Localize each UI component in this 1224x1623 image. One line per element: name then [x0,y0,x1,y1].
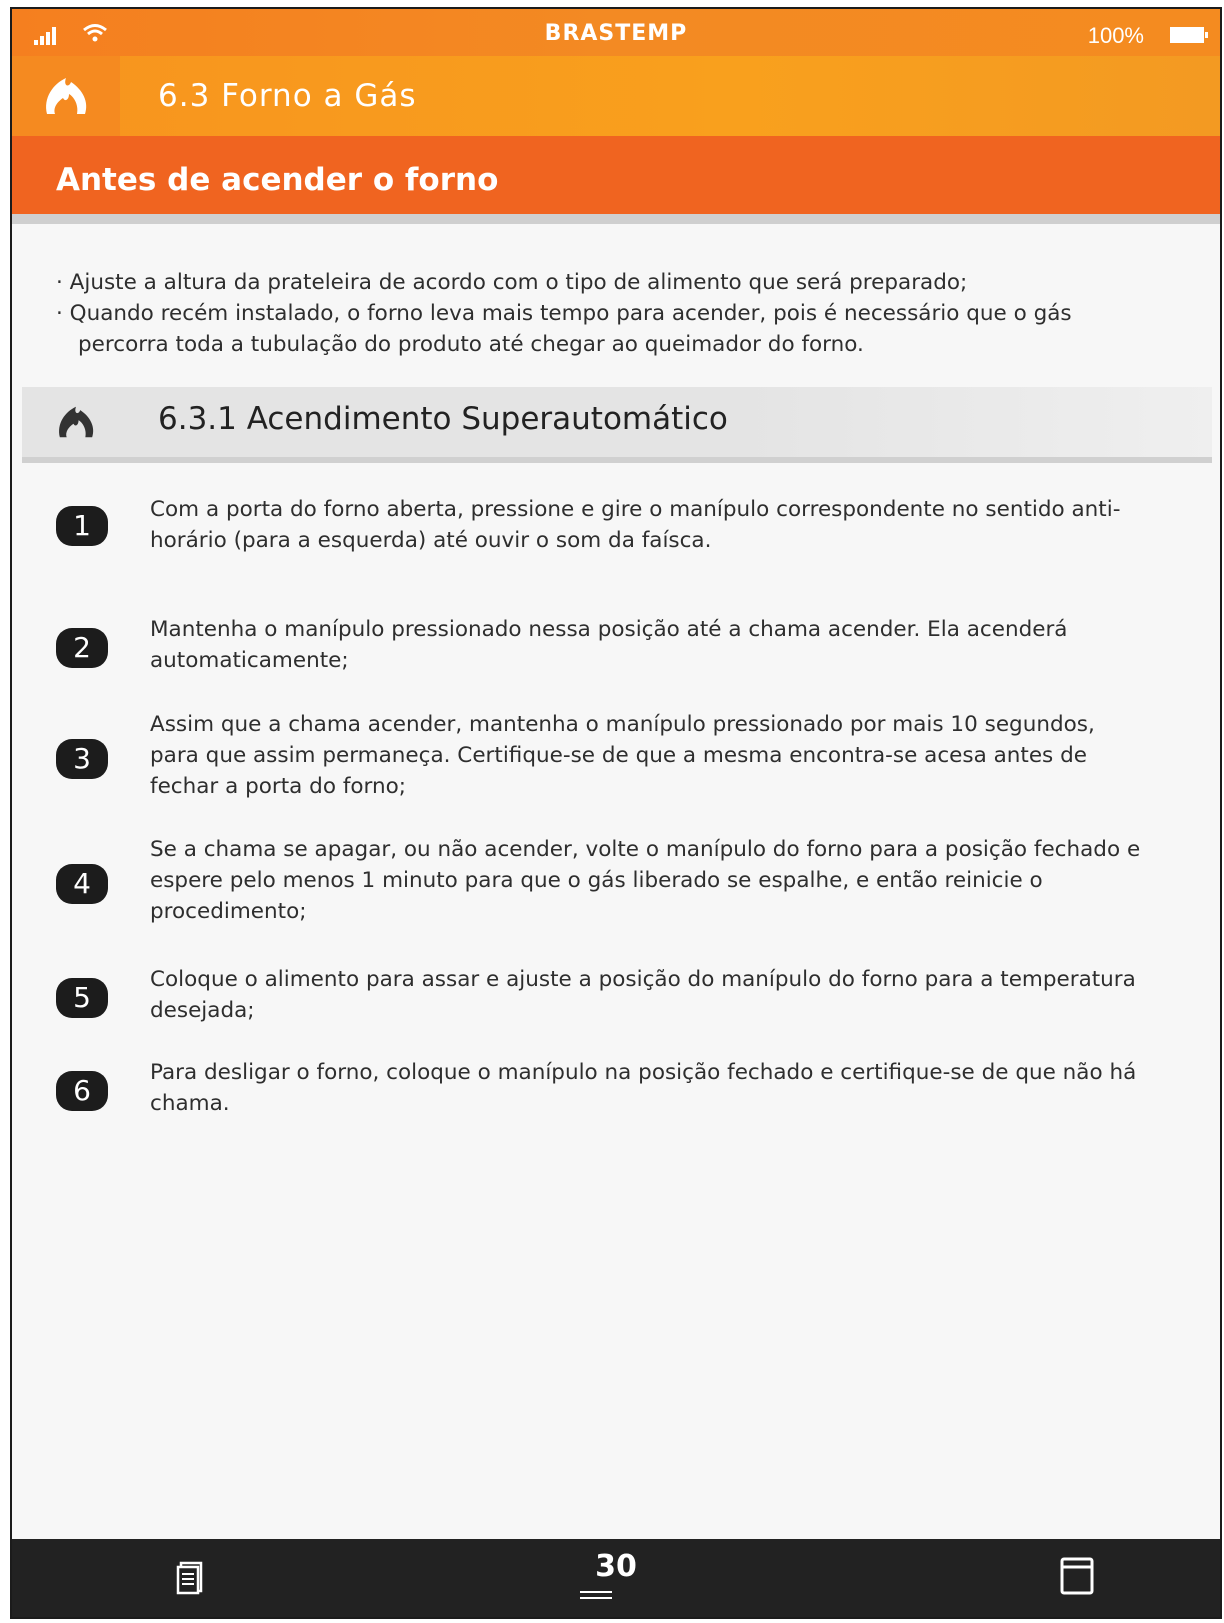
step-text: Assim que a chama acender, mantenha o manípulo pressionado por mais 10 segundos, para que assim permaneça. Certifique-se de que a mesma encontra-se acesa antes de fechar a porta do forno; [150,712,1095,799]
step-text: Se a chama se apagar, ou não acender, volte o manípulo do forno para a posição fechado e espere pelo menos 1 minuto para que o gás liberado se espalhe, e então reinicie o procedimento; [150,837,1141,924]
flame-icon [56,405,96,439]
step-number-badge: 4 [56,864,108,904]
step-number-badge: 6 [56,1071,108,1111]
step-number-badge: 2 [56,628,108,668]
subsection-title: 6.3.1 Acendimento Superautomático [158,401,728,437]
intro-bullet: · Quando recém instalado, o forno leva mais tempo para acender, pois é necessário que o gás percorra toda a tubulação do produto até chegar ao queimador do forno. [56,301,1072,357]
sub-header-title: Antes de acender o forno [56,162,499,198]
step-text: Mantenha o manípulo pressionado nessa posição até a chama acender. Ela acenderá automaticamente; [150,617,1068,673]
step-text: Para desligar o forno, coloque o manípulo na posição fechado e certifique-se de que não há chama. [150,1060,1137,1116]
battery-icon [1170,27,1204,43]
intro-bullet: · Ajuste a altura da prateleira de acordo com o tipo de alimento que será preparado; [56,270,968,295]
step-text: Coloque o alimento para assar e ajuste a posição do manípulo do forno para a temperatura desejada; [150,967,1136,1023]
sub-header [12,136,1220,224]
step-number-badge: 3 [56,739,108,779]
subsection-flame-button[interactable] [22,387,130,457]
flame-icon [43,76,89,116]
intro-text [56,267,1136,360]
window-icon[interactable] [1060,1557,1094,1595]
section-header [12,56,1220,136]
bottom-bar [12,1539,1220,1617]
battery-percentage: 100% [1087,23,1144,48]
intro-bullet-text: Quando recém instalado, o forno leva mais tempo para acender, pois é necessário que o gás percorra toda a tubulação do produto até chegar ao queimador do forno. [69,301,1072,357]
page-number: 30 [595,1549,637,1584]
section-flame-button[interactable] [12,56,120,136]
intro-bullet-text: Ajuste a altura da prateleira de acordo com o tipo de alimento que será preparado; [69,270,968,295]
page-number-underline [580,1591,612,1593]
brand-logo: BRASTEMP [544,21,688,46]
status-bar [12,9,1220,56]
tablet-frame [10,7,1222,1619]
step-number-badge: 1 [56,506,108,546]
step-number-badge: 5 [56,978,108,1018]
step-text: Com a porta do forno aberta, pressione e gire o manípulo correspondente no sentido anti-horário (para a esquerda) até ouvir o som da faísca. [150,497,1121,553]
subsection-header [22,387,1212,463]
section-title: 6.3 Forno a Gás [158,78,417,114]
